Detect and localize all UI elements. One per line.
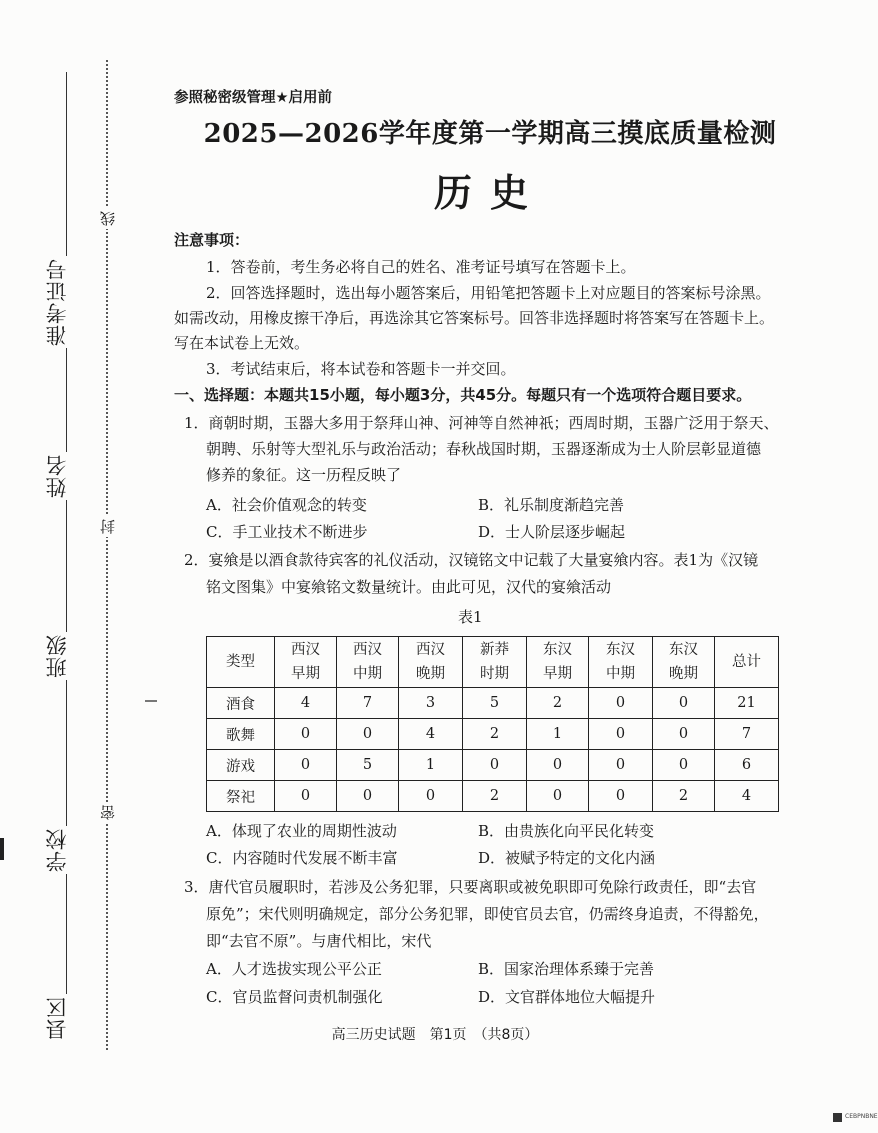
- stray-mark: [145, 700, 157, 702]
- table-cell: 5: [337, 750, 399, 781]
- table-cell: 1: [399, 750, 463, 781]
- table-row: [207, 750, 779, 781]
- q2-option-a: A．体现了农业的周期性波动: [206, 822, 397, 840]
- header-text: 东汉: [606, 642, 635, 658]
- q1-option-a: A．社会价值观念的转变: [206, 496, 367, 514]
- q3-option-b: B．国家治理体系臻于完善: [478, 960, 655, 978]
- qr-code-icon: [833, 1113, 842, 1122]
- table-header: [463, 637, 527, 688]
- table-cell: 2: [463, 719, 527, 750]
- q2-option-d: D．被赋予特定的文化内涵: [478, 849, 656, 867]
- q1-option-b: B．礼乐制度渐趋完善: [478, 496, 625, 514]
- q3-line-1: 3．唐代官员履职时，若涉及公务犯罪，只要离职或被免职即可免除行政责任，即“去官: [184, 878, 757, 896]
- banquet-inscription-table: [206, 636, 779, 812]
- margin-exam-no-label: 准考证号: [42, 256, 72, 348]
- table-cell: 祭祀: [207, 781, 275, 812]
- table-cell: 0: [589, 781, 653, 812]
- header-text: 西汉: [416, 642, 445, 658]
- margin-seal-mark: 封: [97, 516, 118, 537]
- table-header: [207, 637, 275, 688]
- notes-item-2-cont: 如需改动，用橡皮擦干净后，再选涂其它答案标号。回答非选择题时将答案写在答题卡上。: [174, 309, 775, 327]
- header-text: 早期: [543, 666, 572, 682]
- table-caption: 表1: [458, 608, 483, 626]
- q2-option-b: B．由贵族化向平民化转变: [478, 822, 655, 840]
- q1-line-1: 1．商朝时期，玉器大多用于祭拜山神、河神等自然神祇；西周时期，玉器广泛用于祭天、: [184, 414, 779, 432]
- notes-item-2: 2．回答选择题时，选出每小题答案后，用铅笔把答题卡上对应题目的答案标号涂黑。: [206, 284, 771, 302]
- page-footer: 高三历史试题 第1页 （共8页）: [331, 1027, 539, 1043]
- header-text: 西汉: [353, 642, 382, 658]
- table-cell: 0: [589, 688, 653, 719]
- secret-level: 参照秘密级管理★启用前: [174, 90, 332, 106]
- table-cell: 4: [715, 781, 779, 812]
- table-header: [275, 637, 337, 688]
- table-cell: 0: [337, 719, 399, 750]
- notes-heading: 注意事项：: [174, 231, 250, 249]
- table-cell: 4: [399, 719, 463, 750]
- margin-county-label: 县区: [42, 994, 72, 1042]
- table-cell: 2: [463, 781, 527, 812]
- header-text: 类型: [226, 654, 255, 670]
- margin-school-label: 学校: [42, 826, 72, 874]
- table-cell: 5: [463, 688, 527, 719]
- q3-option-c: C．官员监督问责机制强化: [206, 988, 383, 1006]
- header-text: 晚期: [669, 666, 698, 682]
- notes-item-3: 3．考试结束后，将本试卷和答题卡一并交回。: [206, 360, 516, 378]
- table-cell: 0: [399, 781, 463, 812]
- table-header: [337, 637, 399, 688]
- q1-option-d: D．士人阶层逐步崛起: [478, 523, 626, 541]
- table-cell: 酒食: [207, 688, 275, 719]
- q1-option-c: C．手工业技术不断进步: [206, 523, 368, 541]
- watermark-text: CEBPNBNE: [845, 1113, 878, 1120]
- q2-option-c: C．内容随时代发展不断丰富: [206, 849, 398, 867]
- table-cell: 2: [653, 781, 715, 812]
- section-heading: 一、选择题：本题共15小题，每小题3分，共45分。每题只有一个选项符合题目要求。: [174, 386, 752, 404]
- table-row: [207, 719, 779, 750]
- q1-line-2: 朝聘、乐射等大型礼乐与政治活动；春秋战国时期，玉器逐渐成为士人阶层彰显道德: [206, 440, 762, 458]
- header-text: 总计: [732, 654, 761, 670]
- header-text: 新莽: [480, 642, 509, 658]
- table-cell: 2: [527, 688, 589, 719]
- table-cell: 0: [275, 750, 337, 781]
- q2-line-1: 2．宴飨是以酒食款待宾客的礼仪活动，汉镜铭文中记载了大量宴飨内容。表1为《汉镜: [184, 551, 759, 569]
- table-cell: 7: [337, 688, 399, 719]
- table-header: [589, 637, 653, 688]
- margin-name-label: 姓名: [42, 452, 72, 500]
- table-cell: 0: [653, 688, 715, 719]
- q1-line-3: 修养的象征。这一历程反映了: [206, 466, 402, 484]
- table-cell: 3: [399, 688, 463, 719]
- margin-class-label: 班级: [42, 632, 72, 680]
- table-cell: 0: [653, 719, 715, 750]
- header-text: 西汉: [291, 642, 320, 658]
- notes-item-1: 1．答卷前，考生务必将自己的姓名、准考证号填写在答题卡上。: [206, 258, 636, 276]
- table-cell: 0: [527, 781, 589, 812]
- table-header: [653, 637, 715, 688]
- header-text: 中期: [353, 666, 382, 682]
- table-row: [207, 781, 779, 812]
- q2-line-2: 铭文图集》中宴飨铭文数量统计。由此可见，汉代的宴飨活动: [206, 578, 612, 596]
- table-cell: 0: [337, 781, 399, 812]
- table-cell: 歌舞: [207, 719, 275, 750]
- table-cell: 0: [653, 750, 715, 781]
- edge-mark: [0, 838, 4, 860]
- table-cell: 0: [589, 719, 653, 750]
- notes-item-2-cont2: 写在本试卷上无效。: [174, 334, 310, 352]
- header-text: 早期: [291, 666, 320, 682]
- margin-secret-mark: 密: [97, 802, 118, 823]
- header-text: 时期: [480, 666, 509, 682]
- q3-option-d: D．文官群体地位大幅提升: [478, 988, 656, 1006]
- table-header: [527, 637, 589, 688]
- table-cell: 4: [275, 688, 337, 719]
- table-header: [399, 637, 463, 688]
- header-text: 中期: [606, 666, 635, 682]
- table-cell: 0: [527, 750, 589, 781]
- q3-line-2: 原免”；宋代则明确规定，部分公务犯罪，即使官员去官，仍需终身追责，不得豁免，: [206, 905, 769, 923]
- table-cell: 6: [715, 750, 779, 781]
- table-cell: 21: [715, 688, 779, 719]
- subject-title: 历史: [433, 170, 546, 215]
- table-cell: 1: [527, 719, 589, 750]
- header-text: 东汉: [543, 642, 572, 658]
- table-row: [207, 688, 779, 719]
- table-cell: 游戏: [207, 750, 275, 781]
- margin-line-mark: 线: [97, 208, 118, 229]
- header-text: 晚期: [416, 666, 445, 682]
- table-cell: 0: [275, 719, 337, 750]
- table-cell: 0: [463, 750, 527, 781]
- table-header-row: [207, 637, 779, 688]
- q3-line-3: 即“去官不原”。与唐代相比，宋代: [206, 932, 432, 950]
- table-header: [715, 637, 779, 688]
- table-cell: 7: [715, 719, 779, 750]
- exam-title: 2025—2026学年度第一学期高三摸底质量检测: [203, 119, 777, 149]
- q3-option-a: A．人才选拔实现公平公正: [206, 960, 382, 978]
- header-text: 东汉: [669, 642, 698, 658]
- binding-line: [66, 72, 67, 1024]
- table-cell: 0: [589, 750, 653, 781]
- table-cell: 0: [275, 781, 337, 812]
